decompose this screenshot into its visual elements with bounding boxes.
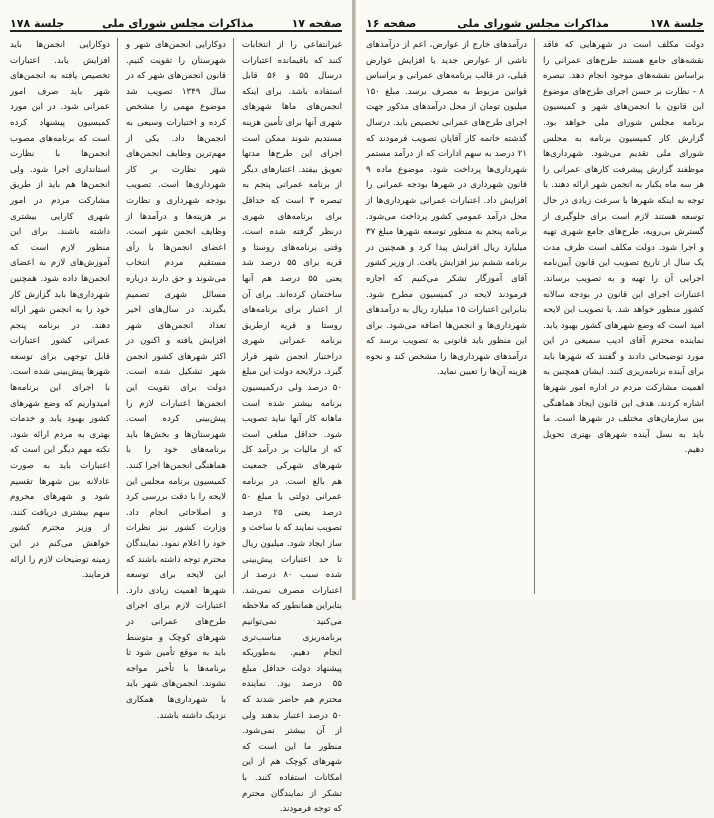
paragraph: دولت مکلف است در شهرهایی که فاقد نقشه‌های جامع هستند طرح‌های عمرانی را براساس نقشه‌های موجود انجام دهد. تبصره ۸ - نظارت بر حسن اجرای طرح‌های موضوع این قانون با انجمن‌های شهر و کمیسیون برنامه مجلس شورای ملی خواهد بود. گزارش کار کمیسیون برنامه به مجلس شورای ملی تقدیم می‌شود. شهرداری‌ها موظفند گزارش پیشرفت کارهای عمرانی را هر سه ماه یکبار به انجمن شهر ارائه دهند. با توجه به اینکه شهرها با سرعت زیادی در حال توسعه هستند لازم است برای جلوگیری از گسترش بی‌رویه، طرح‌های جامع شهری تهیه و اجرا شود. دولت مکلف است ظرف مدت یک سال از تاریخ تصویب این قانون آیین‌نامه اجرایی آن را تهیه و به تصویب برساند. اعتبارات اجرای این قانون در بودجه سالانه کشور منظور خواهد شد. با تصویب این لایحه امید است که وضع شهرهای کشور بهبود یابد. نماینده محترم آقای ادیب سمیعی در این مورد توضیحاتی دادند و گفتند که شهرها باید برای آینده برنامه‌ریزی کنند. ایشان همچنین به اهمیت مشارکت مردم در اداره امور شهرها اشاره کردند. هدف این قانون ایجاد هماهنگی بین سازمان‌های مختلف در شهرها است. ما باید به نسل آینده شهرهای بهتری تحویل دهیم.	[543, 40, 704, 456]
page-number: صفحه ۱۷	[291, 17, 342, 30]
page-title: مذاکرات مجلس شورای ملی	[102, 17, 254, 30]
left-page-body	[10, 38, 342, 815]
text-column-2	[126, 38, 234, 721]
right-page-header	[366, 6, 704, 32]
text-column-1	[543, 38, 704, 594]
right-page	[356, 0, 714, 600]
left-page-header	[10, 6, 342, 32]
session-label: جلسة ۱۷۸	[10, 17, 65, 30]
paragraph: غیرانتفاعی را از انتخابات کنند که باقیمانده اعتبارات درسال ۵۵ و ۵۶ قابل استفاده باشد. برای اینکه انجمن‌های ماها شهرهای شهری آنها برای تأمین هزینه مستدیم شوند ممکن است اجرای این طرح‌ها مدتها تعویق بیفتد. اعتبارهای دیگر از برنامه عمرانی پنجم به تبصره ۳ است که حداقل برای برنامه‌های شهری درنظر گرفته شده است. وقتی برنامه‌های روستا و قریه برای ۵۵ درصد شد یعنی ۵۵ درصد هم آنها ساختمان کرده‌اند. برای آن از اعتبار برای برنامه‌های روستا و قریه ازطریق برنامه عمرانی شهری دراختیار انجمن شهر قرار گیرد. درلایحه دولت این مبلغ ۵۰ درصد ولی درکمیسیون برنامه بیشتر شده است ماهانه کار آنها نباید تصویب شود. حداقل مبلغی است که از مالیات بر درآمد کل شهرهای شهرکی جمعیت هم بالغ است. در برنامه عمرانی دولتی با مبلغ ۵۰ درصد یعنی ۲۵ درصد تصویب نمایند که با ساخت و ساز ایجاد شود. میلیون ریال تا حد اعتبارات پیش‌بینی شده سبب ۸۰ درصد از اعتبارات مصرف نمی‌شد. بنابراین همانطور که ملاحظه می‌کنید نمی‌توانیم برنامه‌ریزی مناسب‌تری انجام دهیم. به‌طوریکه پیشنهاد دولت حداقل مبلغ ۵۵ درصد بود. نماینده محترم هم حاضر شدند که ۵۰ درصد اعتبار بدهند ولی از آن بیشتر نمی‌شود. منظور ما این است که شهرهای کوچک هم از این امکانات استفاده کنند. با تشکر از نمایندگان محترم که توجه فرمودند.	[242, 40, 342, 815]
text-column-1	[242, 38, 342, 815]
text-column-3	[10, 38, 118, 594]
left-page	[0, 0, 353, 815]
text-column-2	[366, 38, 535, 594]
paragraph: دوکارایی انجمن‌ها باید افزایش یابد. اعتبارات تخصیص یافته به انجمن‌های شهر باید صرف امور عمرانی شود. در این مورد کمیسیون پیشنهاد کرده است که برنامه‌های مصوب انجمن‌ها با نظارت استانداری اجرا شود. ولی انجمن‌ها هم باید از طریق مشارکت مردم در امور شهری کارایی بیشتری داشته باشند. برای این منظور لازم است که آموزش‌های لازم به اعضای انجمن‌ها داده شود. همچنین شهرداری‌ها باید گزارش کار خود را به انجمن شهر ارائه دهند. در برنامه پنجم عمرانی کشور اعتبارات قابل توجهی برای توسعه شهرها پیش‌بینی شده است. با اجرای این برنامه‌ها امیدواریم که وضع شهرهای کشور بهبود یابد و خدمات بهتری به مردم ارائه شود. نکته مهم دیگر این است که اعتبارات باید به صورت عادلانه بین شهرها تقسیم شود و شهرهای محروم سهم بیشتری دریافت کنند. از وزیر محترم کشور خواهش می‌کنم در این زمینه توضیحات لازم را ارائه فرمایند.	[10, 40, 110, 581]
page-title: مذاکرات مجلس شورای ملی	[457, 17, 609, 30]
session-label: جلسة ۱۷۸	[649, 17, 704, 30]
paragraph: دوکارایی انجمن‌های شهر و شهرستان را تقویت کنیم. قانون انجمن‌های شهر که در سال ۱۳۴۹ تصویب شد موضوع مهمی را مشخص کرده و اختیارات وسیعی به انجمن‌ها داد. یکی از مهم‌ترین وظایف انجمن‌های شهر نظارت بر کار شهرداری‌ها است. تصویب بودجه شهرداری و نظارت بر هزینه‌ها و درآمدها از وظایف انجمن شهر است. اعضای انجمن‌ها با رأی مستقیم مردم انتخاب می‌شوند و حق دارند درباره مسائل شهری تصمیم بگیرند. در سال‌های اخیر تعداد انجمن‌های شهر افزایش یافته و اکنون در اکثر شهرهای کشور انجمن شهر تشکیل شده است. دولت برای تقویت این انجمن‌ها اعتبارات لازم را پیش‌بینی کرده است. شهرستان‌ها و بخش‌ها باید برنامه‌های خود را با هماهنگی انجمن‌ها اجرا کنند. کمیسیون برنامه مجلس این لایحه را با دقت بررسی کرد و اصلاحاتی انجام داد. وزارت کشور نیز نظرات خود را اعلام نمود. نمایندگان محترم توجه داشته باشند که این لایحه برای توسعه شهرها اهمیت زیادی دارد. اعتبارات لازم برای اجرای طرح‌های عمرانی در شهرهای کوچک و متوسط باید به موقع تأمین شود تا برنامه‌ها با تأخیر مواجه نشوند. انجمن‌های شهر باید با شهرداری‌ها همکاری نزدیک داشته باشند.	[126, 40, 226, 721]
paragraph: درآمدهای خارج از عوارض، اعم از درآمدهای ناشی از عوارض جدید یا افزایش عوارض قبلی، در قالب برنامه‌های عمرانی و براساس قوانین مربوط به مصرف برسد. مبلغ ۱۵۰ میلیون تومان از محل درآمدهای مذکور جهت اجرای طرح‌های عمرانی تخصیص یابد. درسال گذشته خاتمه کار آقایان تصویب فرمودند که ۲۱ درصد به سهم ادارات که از درآمد مستمر شهرداری‌ها پرداخت شود. موضوع ماده ۹ قانون شهرداری در شهرها بودجه عمرانی را افزایش داد. اعتبارات عمرانی شهرداری‌ها از محل درآمد عمومی کشور پرداخت می‌شود. برنامه پنجم به منظور توسعه شهرها مبلغ ۳۷ میلیارد ریال افزایش پیدا کرد و همچنین در برنامه ششم نیز افزایش یافت. از وزیر کشور آقای آموزگار تشکر می‌کنیم که اجازه فرمودند لایحه در کمیسیون مطرح شود. بنابراین اعتبارات ۱۵ میلیارد ریال به درآمدهای شهرداری‌ها و انجمن‌ها اضافه می‌شود. برای این منظور باید قانونی به تصویب برسد که درآمدهای شهرداری‌ها را مشخص کند و نحوه هزینه آن‌ها را تعیین نماید.	[366, 40, 527, 378]
right-page-body	[366, 38, 704, 594]
page-number: صفحه ۱۶	[366, 17, 417, 30]
